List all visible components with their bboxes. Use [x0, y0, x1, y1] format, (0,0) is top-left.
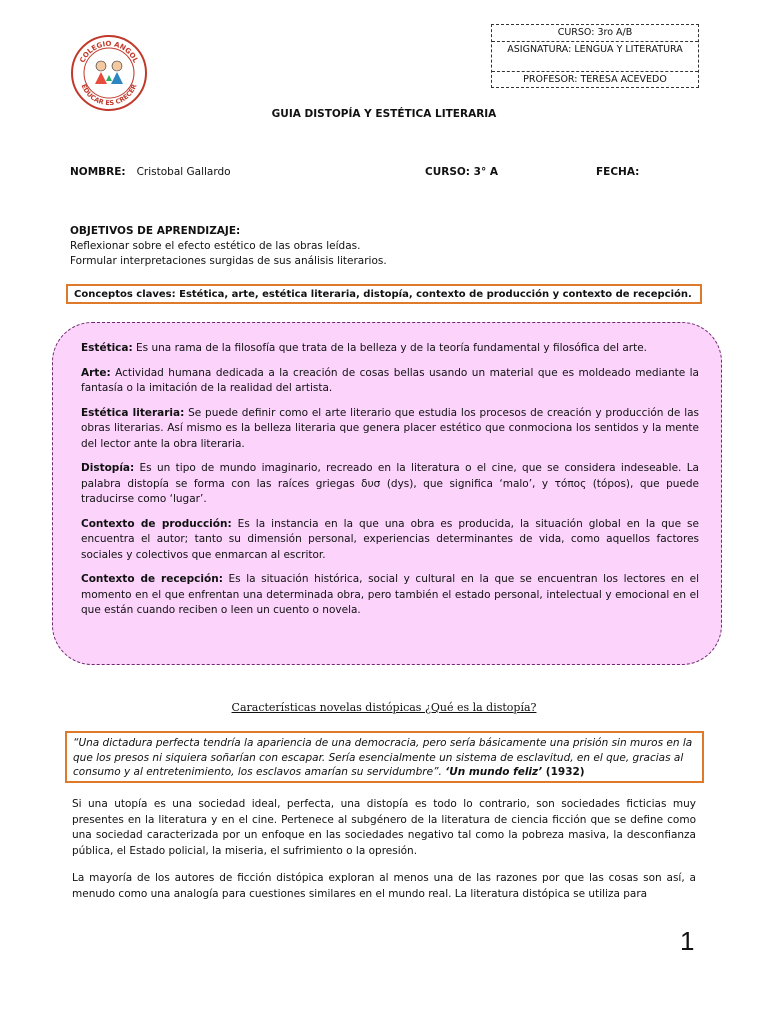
quote-book: ‘Un mundo feliz’ [445, 766, 543, 778]
name-label: NOMBRE: [70, 166, 126, 178]
definition-item [81, 517, 699, 564]
body-paragraph: Si una utopía es una sociedad ideal, perfecta, una distopía es todo lo contrario, son sociedades ficticias muy presentes en la literatura y en el cine. Pertenece al subgénero de la literatura de ciencia ficción que se define como una sociedad caracterizada por un enfoque en las sociedades negativo tal como la pobreza masiva, la desconfianza pública, el Estado policial, la miseria, el sufrimiento o la opresión. [72, 798, 696, 857]
quote-year: (1932) [542, 766, 585, 778]
definition-term: Contexto de producción: [81, 517, 232, 530]
course-label: CURSO: 3ro A/B [492, 25, 698, 42]
logo-bottom-text: EDUCAR ES CRECER [79, 82, 139, 108]
school-logo [70, 34, 148, 112]
learning-objectives [70, 224, 387, 269]
objectives-heading: OBJETIVOS DE APRENDIZAJE: [70, 225, 241, 237]
definition-text: Es una rama de la filosofía que trata de la belleza y de la teoría fundamental y filosófica del arte. [132, 342, 648, 354]
definitions-box [52, 322, 722, 665]
course-field: CURSO: 3° A [425, 166, 498, 178]
teacher-label: PROFESOR: TERESA ACEVEDO [523, 73, 667, 85]
quote-box [65, 731, 704, 783]
page-number: 1 [680, 926, 695, 956]
student-name [70, 166, 231, 178]
definition-item [81, 461, 699, 508]
quote-text: “Una dictadura perfecta tendría la apariencia de una democracia, pero sería básicamente una prisión sin muros en la que los presos ni siquiera soñarían con escapar. Sería esencialmente un sistema de esclavitud, en el que, gracias al consumo y al entretenimiento, los esclavos amarían su servidumbre”. [73, 737, 693, 778]
definition-text: Se puede definir como el arte literario que estudia los procesos de creación y producción de las obras literarias. Así mismo es la belleza literaria que genera placer estético que conmociona los sentidos y la mente del lector ante la obra literaria. [81, 406, 700, 450]
logo-top-text: COLEGIO ANGOL [78, 39, 140, 65]
definition-text: Es un tipo de mundo imaginario, recreado en la literatura o el cine, que se considera indeseable. La palabra distopía se forma con las raíces griegas δυσ (dys), que significa ‘malo’, y τόπος (tópos), que puede traducirse como ‘lugar’. [81, 462, 699, 505]
definition-text: Es la situación histórica, social y cultural en la que se encuentran los lectores en el momento en el que enfrentan una determinada obra, pero también el estado personal, intelectual y emocional en el que están cuando reciben o leen un cuento o novela. [81, 573, 699, 616]
definition-term: Contexto de recepción: [81, 573, 223, 585]
definition-term: Estética: [81, 342, 133, 354]
document-title: GUIA DISTOPÍA Y ESTÉTICA LITERARIA [271, 108, 497, 120]
definition-text: Es la instancia en la que una obra es producida, la situación global en la que se encuentra el autor; tanto su dimensión personal, experiencias determinantes de vida, como aquellos factores sociales y colectivos que enmarcan al escritor. [81, 517, 699, 561]
definition-item [81, 366, 699, 397]
definition-term: Estética literaria: [81, 406, 185, 419]
body-paragraph: La mayoría de los autores de ficción distópica exploran al menos una de las razones por que las cosas son así, a menudo como una analogía para cuestiones similares en el mundo real. La literatura distópica se utiliza para [72, 872, 696, 900]
definition-item [81, 572, 699, 619]
course-info-box [491, 24, 699, 88]
definition-term: Arte: [81, 366, 111, 379]
name-value: Cristobal Gallardo [136, 166, 231, 178]
definition-item [81, 341, 699, 357]
key-concepts-box: Conceptos claves: Estética, arte, estética literaria, distopía, contexto de producción y contexto de recepción. [66, 284, 702, 304]
section-title: Características novelas distópicas ¿Qué es la distopía? [231, 701, 537, 714]
definition-term: Distopía: [81, 462, 135, 474]
definition-item [81, 406, 699, 453]
objective-item: Formular interpretaciones surgidas de sus análisis literarios. [70, 255, 387, 267]
date-field: FECHA: [596, 166, 640, 178]
definition-text: Actividad humana dedicada a la creación de cosas bellas usando un material que es moldeado mediante la fantasía o la imitación de la realidad del artista. [81, 366, 699, 394]
objective-item: Reflexionar sobre el efecto estético de las obras leídas. [70, 240, 361, 252]
subject-label: ASIGNATURA: LENGUA Y LITERATURA [492, 42, 698, 72]
